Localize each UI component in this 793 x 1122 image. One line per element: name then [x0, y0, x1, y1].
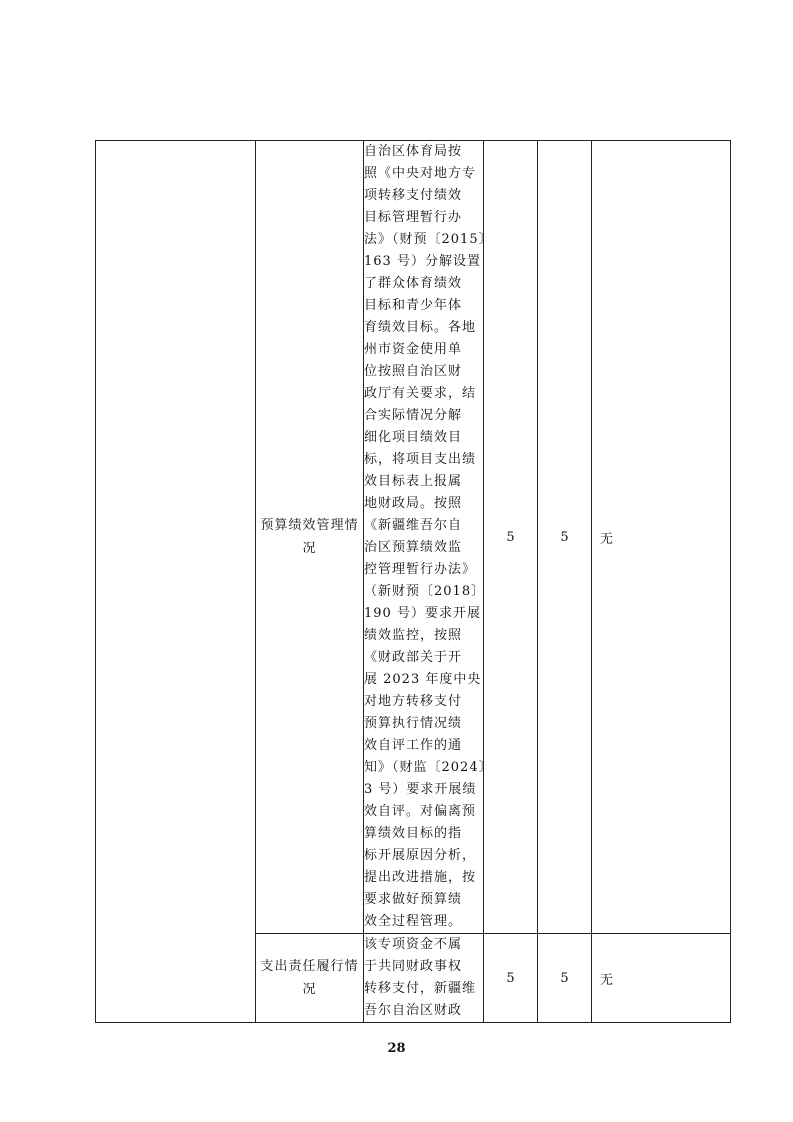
remark-cell: 无: [592, 141, 731, 934]
description-line: 了群众体育绩效: [364, 276, 463, 291]
description-line: 细化项目绩效目: [364, 430, 463, 445]
description-line: 对地方转移支付: [364, 694, 463, 709]
score-cell: 5: [538, 141, 592, 934]
description-line: 绩效监控，按照: [364, 628, 463, 643]
score-cell: 5: [538, 934, 592, 1023]
description-line: 治区预算绩效监: [364, 540, 463, 555]
description-line: 吾尔自治区财政: [364, 1003, 463, 1018]
description-line: 政厅有关要求，结: [364, 386, 477, 401]
description-line: 控管理暂行办法》: [364, 562, 477, 577]
description-line: 《财政部关于开: [364, 650, 463, 665]
description-line: 照《中央对地方专: [364, 166, 477, 181]
page-number: 28: [387, 1041, 406, 1056]
description-line: 效全过程管理。: [364, 914, 463, 929]
evaluation-table: [95, 140, 731, 1023]
description-cell: [364, 141, 493, 934]
description-line: 提出改进措施，按: [364, 870, 477, 885]
description-line: 州市资金使用单: [364, 342, 463, 357]
description-cell: [364, 934, 484, 1023]
score-standard-cell: 5: [484, 934, 538, 1023]
item-cell: [256, 141, 364, 934]
description-line: 于共同财政事权: [364, 959, 463, 974]
description-line: 法》（财预〔2015〕: [364, 232, 493, 247]
description-line: 合实际情况分解: [364, 408, 463, 423]
description-line: 育绩效目标。各地: [364, 320, 477, 335]
description-line: 163 号）分解设置: [364, 254, 481, 269]
description-line: 预算执行情况绩: [364, 716, 463, 731]
item-label: 预算绩效管理情况: [260, 518, 359, 556]
description-line: 190 号）要求开展: [364, 606, 481, 621]
description-line: 位按照自治区财: [364, 364, 463, 379]
description-line: 3 号）要求开展绩: [364, 782, 477, 797]
remark-cell: 无: [592, 934, 731, 1023]
description-line: 该专项资金不属: [364, 937, 463, 952]
description-line: （新财预〔2018〕: [364, 584, 486, 599]
score-standard-cell: 5: [484, 141, 538, 934]
description-line: 目标和青少年体: [364, 298, 463, 313]
item-cell: [256, 934, 364, 1023]
description-line: 目标管理暂行办: [364, 210, 463, 225]
description-line: 项转移支付绩效: [364, 188, 463, 203]
description-line: 转移支付，新疆维: [364, 981, 477, 996]
description-text: [364, 934, 483, 1022]
item-label: 支出责任履行情况: [260, 959, 359, 997]
description-line: 标，将项目支出绩: [364, 452, 477, 467]
description-line: 算绩效目标的指: [364, 826, 463, 841]
description-line: 《新疆维吾尔自: [364, 518, 463, 533]
description-line: 展 2023 年度中央: [364, 672, 482, 687]
description-line: 要求做好预算绩: [364, 892, 463, 907]
description-line: 地财政局。按照: [364, 496, 463, 511]
table-row: [96, 141, 731, 934]
description-line: 自治区体育局按: [364, 144, 463, 159]
description-line: 知》（财监〔2024〕: [364, 760, 493, 775]
description-line: 效自评。对偏离预: [364, 804, 477, 819]
description-line: 效目标表上报属: [364, 474, 463, 489]
description-line: 标开展原因分析，: [364, 848, 477, 863]
description-line: 效自评工作的通: [364, 738, 463, 753]
description-text: [364, 141, 493, 933]
category-cell: [96, 141, 256, 1023]
